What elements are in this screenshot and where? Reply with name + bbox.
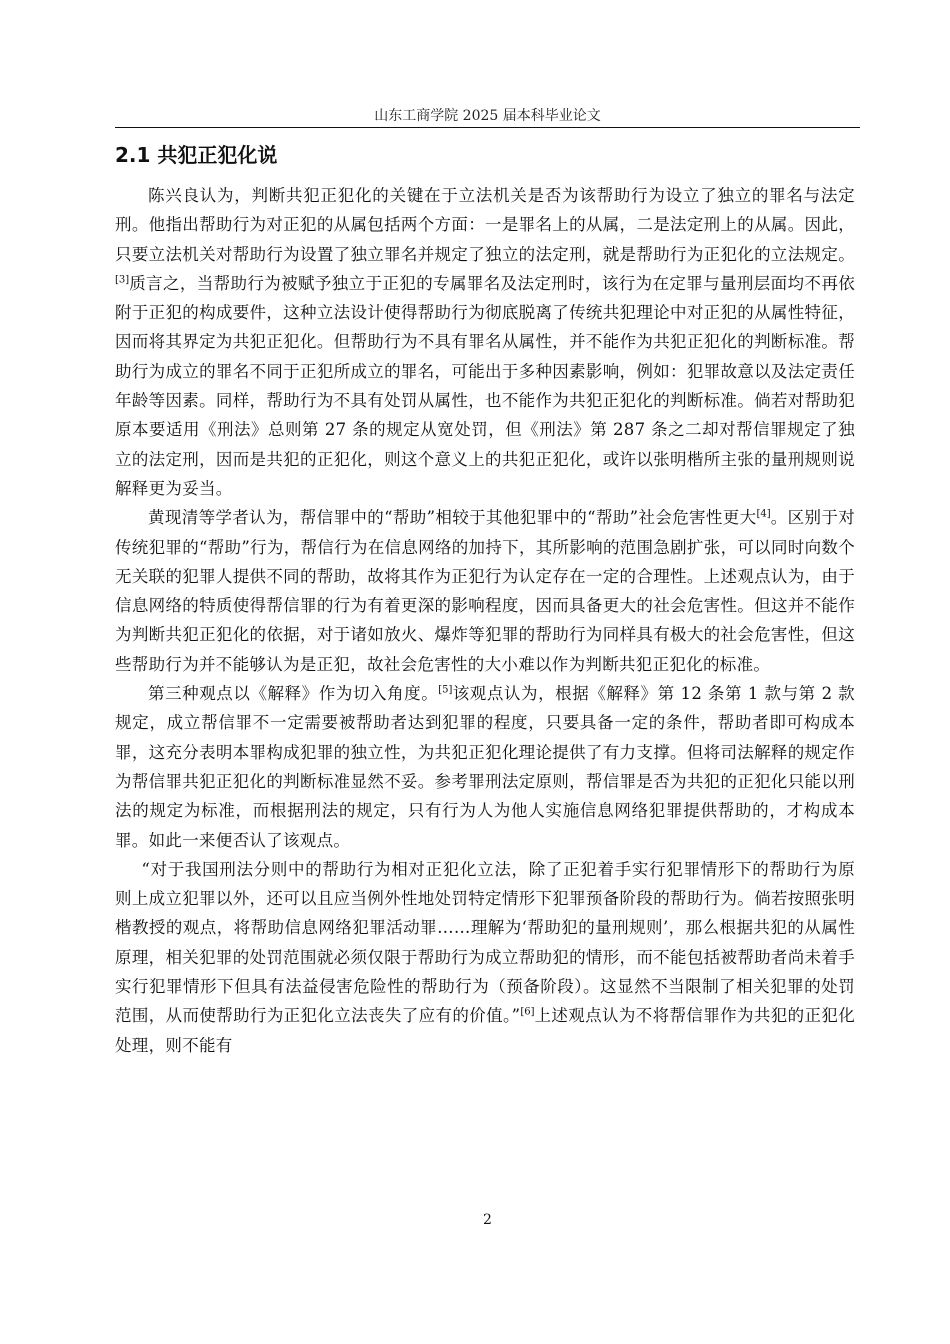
body-text — [115, 181, 855, 1060]
paragraph-4-quote — [115, 855, 855, 1060]
paragraph-text: “对于我国刑法分则中的帮助行为相对正犯化立法，除了正犯着手实行犯罪情形下的帮助行为原则上成立犯罪以外，还可以且应当例外性地处罚特定情形下犯罪预备阶段的帮助行为。倘若按照张明楷教授的观点，将帮助信息网络犯罪活动罪……理解为‘帮助犯的量刑规则’，那么根据共犯的从属性原理，相关犯罪的处罚范围就必须仅限于帮助行为成立帮助犯的情形，而不能包括被帮助者尚未着手实行犯罪情形下但具有法益侵害危险性的帮助行为（预备阶段）。这显然不当限制了相关犯罪的处罚范围，从而使帮助行为正犯化立法丧失了应有的价值。” — [115, 859, 855, 1026]
paragraph-text: 陈兴良认为，判断共犯正犯化的关键在于立法机关是否为该帮助行为设立了独立的罪名与法定刑。他指出帮助行为对正犯的从属包括两个方面：一是罪名上的从属，二是法定刑上的从属。因此，只要立法机关对帮助行为设置了独立罪名并规定了独立的法定刑，就是帮助行为正犯化的立法规定。 — [115, 186, 855, 264]
citation-3: [3] — [115, 274, 130, 286]
paragraph-text: 第三种观点以《解释》作为切入角度。 — [148, 684, 439, 704]
header-divider — [115, 127, 860, 128]
paragraph-text: 该观点认为，根据《解释》第 12 条第 1 款与第 2 款规定，成立帮信罪不一定需要被帮助者达到犯罪的程度，只要具备一定的条件，帮助者即可构成本罪，这充分表明本罪构成犯罪的独立性，为共犯正犯化理论提供了有力支撑。但将司法解释的规定作为帮信罪共犯正犯化的判断标准显然不妥。参考罪刑法定原则，帮信罪是否为共犯的正犯化只能以刑法的规定为标准，而根据刑法的规定，只有行为人为他人实施信息网络犯罪提供帮助的，才构成本罪。如此一来便否认了该观点。 — [115, 684, 855, 850]
section-heading: 2.1 共犯正犯化说 — [115, 143, 278, 167]
paragraph-3 — [115, 679, 855, 855]
citation-5: [5] — [438, 684, 453, 696]
paragraph-text: 。区别于对传统犯罪的“帮助”行为，帮信行为在信息网络的加持下，其所影响的范围急剧扩张，可以同时向数个无关联的犯罪人提供不同的帮助，故将其作为正犯行为认定存在一定的合理性。上述观点认为，由于信息网络的特质使得帮信罪的行为有着更深的影响程度，因而具备更大的社会危害性。但这并不能作为判断共犯正犯化的依据，对于诸如放火、爆炸等犯罪的帮助行为同样具有极大的社会危害性，但这些帮助行为并不能够认为是正犯，故社会危害性的大小难以作为判断共犯正犯化的标准。 — [115, 508, 855, 674]
running-header: 山东工商学院 2025 届本科毕业论文 — [374, 108, 601, 124]
citation-6: [6] — [520, 1006, 535, 1018]
paragraph-2 — [115, 503, 855, 679]
paragraph-text: 质言之，当帮助行为被赋予独立于正犯的专属罪名及法定刑时，该行为在定罪与量刑层面均不再依附于正犯的构成要件，这种立法设计使得帮助行为彻底脱离了传统共犯理论中对正犯的从属性特征，因而将其界定为共犯正犯化。但帮助行为不具有罪名从属性，并不能作为共犯正犯化的判断标准。帮助行为成立的罪名不同于正犯所成立的罪名，可能出于多种因素影响，例如：犯罪故意以及法定责任年龄等因素。同样，帮助行为不具有处罚从属性，也不能作为共犯正犯化的判断标准。倘若对帮助犯原本要适用《刑法》总则第 27 条的规定从宽处罚，但《刑法》第 287 条之二却对帮信罪规定了独立的法定刑，因而是共犯的正犯化，则这个意义上的共犯正犯化，或许以张明楷所主张的量刑规则说解释更为妥当。 — [115, 273, 855, 498]
paragraph-text: 上述观点认为不将帮信罪作为共犯的正犯化处理，则不能有 — [115, 1006, 855, 1055]
paragraph-1 — [115, 181, 855, 503]
paragraph-text: 黄现清等学者认为，帮信罪中的“帮助”相较于其他犯罪中的“帮助”社会危害性更大 — [148, 508, 757, 528]
citation-4: [4] — [756, 508, 771, 520]
page-number: 2 — [483, 1212, 492, 1228]
